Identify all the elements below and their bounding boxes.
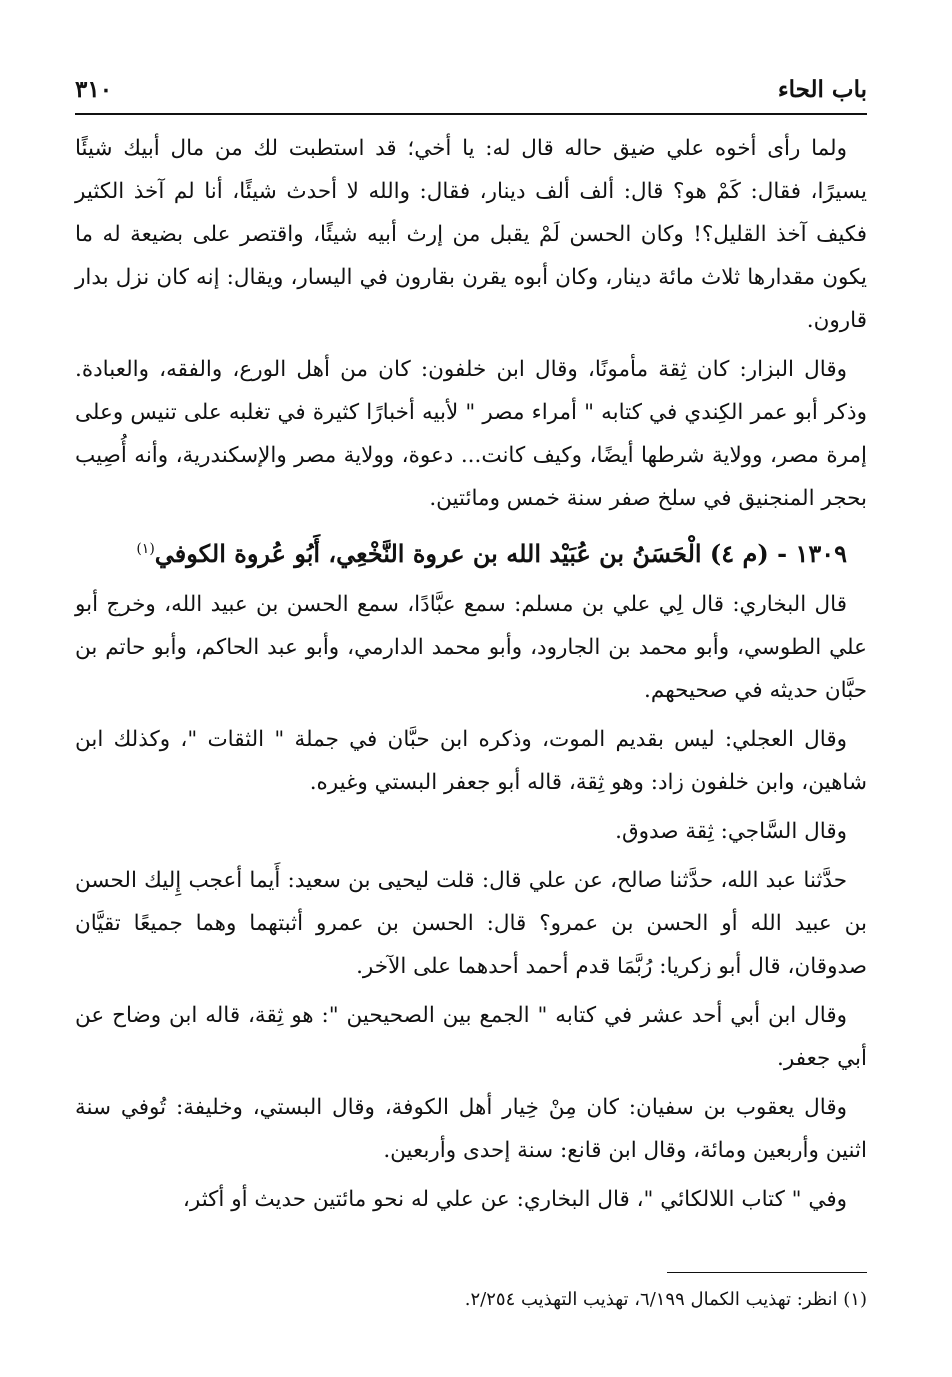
entry-title-text: ١٣٠٩ - (م ٤) الْحَسَنُ بن عُبَيْد الله بن عروة النَّخْعِي، أَبُو عُروة الكوفي	[154, 539, 847, 568]
paragraph: وقال العجلي: ليس بقديم الموت، وذكره ابن حبَّان في جملة " الثقات "، وكذلك ابن شاهين، وابن خلفون زاد: وهو ثِقة، قاله أبو جعفر البستي وغيره.	[75, 727, 867, 795]
page-header	[75, 70, 867, 108]
footnote: (١) انظر: تهذيب الكمال ٦/١٩٩، تهذيب التهذيب ٢/٢٥٤.	[464, 1289, 867, 1310]
paragraph: وقال يعقوب بن سفيان: كان مِنْ خِيار أهل الكوفة، وقال البستي، وخليفة: تُوفي سنة اثنين وأربعين ومائة، وقال ابن قانع: سنة إحدى وأربعين.	[75, 1095, 867, 1163]
header-divider	[75, 113, 867, 115]
paragraph: وقال السَّاجي: ثِقة صدوق.	[615, 819, 847, 844]
chapter-title: باب الحاء	[777, 75, 867, 103]
footnote-divider	[667, 1272, 867, 1273]
paragraph: وقال البزار: كان ثِقة مأمونًا، وقال ابن خلفون: كان من أهل الورع، والفقه، والعبادة. وذكر أبو عمر الكِندي في كتابه " أمراء مصر " لأبيه أخبارًا كثيرة في تغلبه على تنيس وعلى إمرة مصر، وولاية شرطها أيضًا، وكيف كانت... دعوة، وولاية مصر والإسكندرية، وأنه أُصِيب بحجر المنجنيق في سلخ صفر سنة خمس ومائتين.	[75, 357, 867, 511]
paragraph: وفي " كتاب اللالكائي "، قال البخاري: عن علي له نحو مائتين حديث أو أكثر،	[182, 1187, 847, 1212]
page-number: ٣١٠	[75, 75, 113, 103]
paragraph: ولما رأى أخوه علي ضيق حاله قال له: يا أخي؛ قد استطبت لك من مال أبيك شيئًا يسيرًا، فقال: كَمْ هو؟ قال: ألف ألف دينار، فقال: والله لا أحدث شيئًا، أنا لم آخذ الكثير فكيف آخذ القليل؟! وكان الحسن لَمْ يقبل من إرث أبيه شيئًا، واقتصر على بضيعة له ما يكون مقدارها ثلاث مائة دينار، وكان أبوه يقرن بقارون في اليسار، ويقال: إنه كان نزل بدار قارون.	[75, 136, 867, 333]
paragraph: قال البخاري: قال لِي علي بن مسلم: سمع عبَّادًا، سمع الحسن بن عبيد الله، وخرج أبو علي الطوسي، وأبو محمد بن الجارود، وأبو محمد الدارمي، وأبو عبد الحاكم، وأبو حاتم بن حبَّان حديثه في صحيحهم.	[75, 592, 867, 703]
main-text	[75, 127, 867, 1227]
entry-heading	[75, 526, 867, 577]
footnote-marker: (١)	[136, 541, 155, 557]
paragraph: حدَّثنا عبد الله، حدَّثنا صالح، عن علي قال: قلت ليحيى بن سعيد: أَيما أعجب إِليك الحسن بن عبيد الله أو الحسن بن عمرو؟ قال: الحسن بن عمرو أثبتهما وهما جميعًا تقيَّان صدوقان، قال أبو زكريا: رُبَّمَا قدم أحمد أحدهما على الآخر.	[75, 868, 867, 979]
paragraph: وقال ابن أبي أحد عشر في كتابه " الجمع بين الصحيحين ": هو ثِقة، قاله ابن وضاح عن أبي جعفر.	[75, 1003, 867, 1071]
